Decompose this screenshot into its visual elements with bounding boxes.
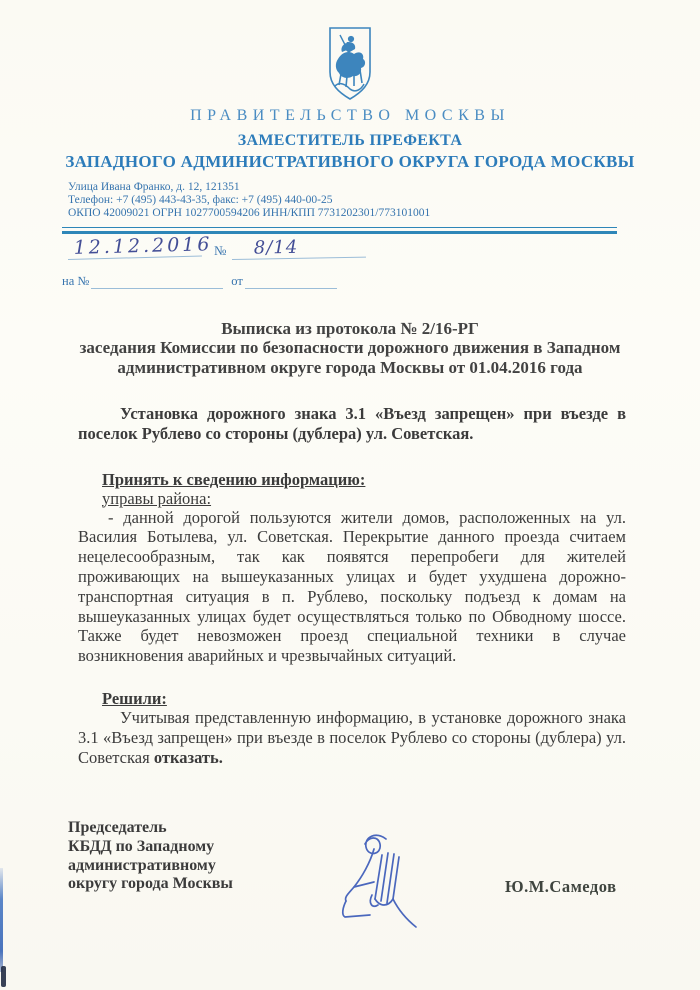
signer-position-line: Председатель: [68, 819, 167, 837]
info-line: - данной дорогой пользуются жители домов, расположенных на ул.: [108, 507, 626, 527]
scan-corner-mark: [1, 966, 6, 987]
info-line: вышеуказанных улицах будет осуществляться только по Обводному шоссе.: [78, 606, 626, 626]
resolution-paragraph: [78, 708, 626, 767]
signer-position-line: КБДД по Западному: [68, 837, 215, 855]
info-line: проживающих на вышеуказанных улицах и будет ухудшена дорожно-: [78, 566, 626, 586]
title-line-3: административном округе города Москвы от 01.04.2016 года: [117, 357, 583, 377]
office-title-line2: ЗАПАДНОГО АДМИНИСТРАТИВНОГО ОКРУГА ГОРОДА МОСКВЫ: [65, 152, 635, 171]
incoming-number-blank: [91, 274, 223, 289]
scan-edge-artifact: [0, 868, 3, 972]
reference-row: [62, 273, 700, 289]
resolution-refuse-word: отказать.: [153, 747, 223, 767]
info-line: возникновения аварийных и чрезвычайных ситуаций.: [78, 646, 457, 666]
subject-line-1: Установка дорожного знака 3.1 «Въезд запрещен» при въезде в: [120, 404, 626, 423]
subject-paragraph: [78, 404, 626, 444]
handwritten-date: 12.12.2016: [67, 233, 202, 259]
info-line: Также будет невозможен проезд специальной техники в случае: [78, 626, 626, 646]
signer-position-line: округу города Москвы: [68, 875, 233, 893]
resolution-line-2: 3.1 «Въезд запрещен» при въезде в поселок Рублево со стороны (дублера) ул.: [78, 727, 626, 747]
signer-position-line: административному: [68, 856, 216, 874]
info-line: нецелесообразным, так как появятся перепробеги для жителей: [78, 547, 626, 567]
info-paragraph: [78, 508, 626, 666]
handwritten-signature: [330, 827, 450, 932]
info-line: Василия Ботылева, ул. Советская. Перекрытие данного проезда считаем: [78, 527, 626, 547]
letterhead-divider: [62, 227, 617, 234]
signer-name: Ю.М.Самедов: [505, 877, 617, 897]
number-sign-label: №: [214, 242, 227, 258]
office-title-line1: ЗАМЕСТИТЕЛЬ ПРЕФЕКТА: [237, 132, 463, 149]
info-section-source: управы района:: [102, 488, 212, 508]
resolution-line-1: Учитывая представленную информацию, в установке дорожного знака: [120, 707, 626, 727]
resolution-line-3: [78, 748, 626, 768]
title-line-2: заседания Комиссии по безопасности дорожного движения в Западном: [79, 338, 621, 357]
resolution-heading: Решили:: [102, 688, 167, 708]
document-title: [0, 319, 700, 378]
info-line: транспортная ситуация в п. Рублево, поскольку подъезд к домам на: [78, 586, 626, 606]
registration-codes-line: ОКПО 42009021 ОГРН 1027700594206 ИНН/КПП 7731202301/773101001: [68, 207, 431, 219]
contact-block: [68, 181, 700, 220]
title-line-1: Выписка из протокола № 2/16-РГ: [221, 318, 479, 338]
resolution-line-3-text: Советская: [78, 747, 154, 767]
handwritten-document-number: 8/14: [232, 235, 366, 259]
address-line: Улица Ивана Франко, д. 12, 121351: [68, 181, 240, 193]
date-number-row: [68, 232, 700, 260]
signature-block: [68, 819, 700, 939]
subject-line-2: поселок Рублево со стороны (дублера) ул. Советская.: [78, 423, 474, 443]
incoming-number-label: на №: [62, 273, 90, 288]
info-section-heading: Принять к сведению информацию:: [102, 469, 366, 489]
from-date-blank: [245, 274, 337, 289]
from-label: от: [231, 273, 243, 288]
government-title: ПРАВИТЕЛЬСТВО МОСКВЫ: [190, 107, 510, 124]
moscow-coat-of-arms-icon: [327, 26, 373, 102]
phone-fax-line: Телефон: +7 (495) 443-43-35, факс: +7 (495) 440-00-25: [68, 194, 333, 206]
